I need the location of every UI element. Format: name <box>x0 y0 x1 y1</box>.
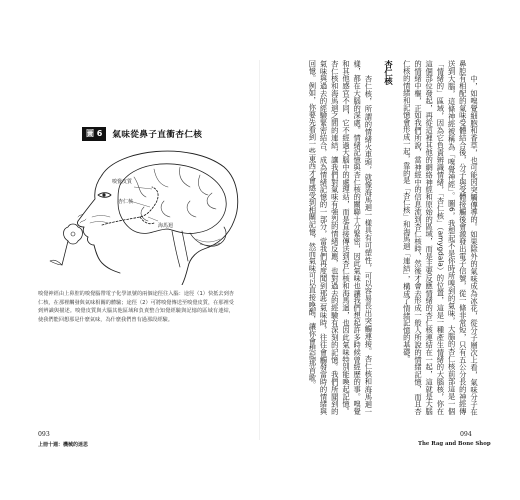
paragraph: 中，如嗅覺細胞和香草，也可能因突觸傳導的。如果除外的氣味成為冰花，從分子層次上看，氣味分子在鼻腔有相配的氣味受體結合後，分子與受體接觸後會激發出電子信號，從一條非常短，只有五公分長的神經傳送到大腦，這條神經被稱為「嗅覺神經」。圖6，我想起不是你時所嗅到的氣味，大腦的杏仁核前部這是一個「情緒的」區域，因為它負責辨識情緒，「杏仁核」（amygdala）的位置，這是一種產生情緒的大腦核，你在這個部位發起，再從這裡其他的網絡神經和原始的區域，而是主要反應情緒的杏仁核連結在一起，這就是大腦的情緒中樞，正如我們所說，當神經中的信息流到杏仁核時，然後才會去形成一般人所說的情緒記憶，而且杏仁核的情緒和記憶會形成一起，靠的是「杏仁核」和海馬迴「連結」，構成了情緒記憶的基礎。 <box>402 60 479 415</box>
smell-waves <box>78 213 86 223</box>
figure-caption <box>82 126 202 142</box>
running-head-right: The Rag and Bone Shop <box>418 441 491 447</box>
brain-stem <box>172 231 188 267</box>
flower-stem <box>62 241 68 265</box>
page-number-right: 094 <box>460 431 472 438</box>
paragraph: 杏仁核，所謂的情緒火車頭，就像海馬迴一樣具有可塑性，可以容易長出突觸連接。杏仁核和海馬迴一樣，都在大腦的深處。情緒記憶與杏仁核的關聯十分緊密，因此氣味也讓我們想起許多時候曾經歷的事。嗅覺和其他感官不同，它不經過大腦中的處理站，而是直接傳送到杏仁核和海馬迴，也因此氣味特別能喚起記憶。杏仁核和海馬迴之間的連結，讓我們對氣味有強烈的情緒反應，也對過去的經驗有深刻的記憶。我們所聞到的氣味與過去的經驗緊密結合，成為情緒記憶的一部分，當我們再度聞到那些氣味時，往往會觸發當時的情緒與回憶。例如，你要先看到一些東西才會感受到相關記憶，然而氣味可以直接喚醒，讓你會想起那首歌。 <box>308 60 374 415</box>
brain-smell-illustration <box>40 145 240 285</box>
flower-icon <box>64 224 83 244</box>
head-outline <box>102 151 238 285</box>
figure-description: 嗅覺神經由上鼻腔的嗅覺腦帶電子化學訊號的兩個途徑往入腦：途徑（1）快抵去到杏仁核，在那裡觸發與氣味相關的體驗；途徑（2）可將嗅覺傳送至嗅覺皮質，在那裡受到辨識與描述。嗅覺皮質與大腦其他區域和負責整合知覺經驗與記憶的區域有連結，使我們能回想那是什麼氣味，為什麼我們曾有過那段經驗。 <box>38 291 234 323</box>
section-heading: 杏仁核 <box>383 60 394 85</box>
olfactory-pathway <box>102 187 158 225</box>
figure-label: 圖 6 <box>82 127 106 141</box>
label-hippocampus: 海馬迴 <box>158 223 174 229</box>
page-number-left: 093 <box>38 431 50 438</box>
body-text <box>290 60 480 415</box>
running-head-left: 上冊十週：機械的迷思 <box>38 442 89 448</box>
figure-title: 氣味從鼻子直衝杏仁核 <box>112 130 203 140</box>
nasal-cavity <box>90 216 110 224</box>
face-profile <box>77 175 120 273</box>
label-amygdala: 杏仁核 <box>118 199 134 205</box>
label-olfactory-cortex: 嗅覺皮質 <box>112 179 133 185</box>
